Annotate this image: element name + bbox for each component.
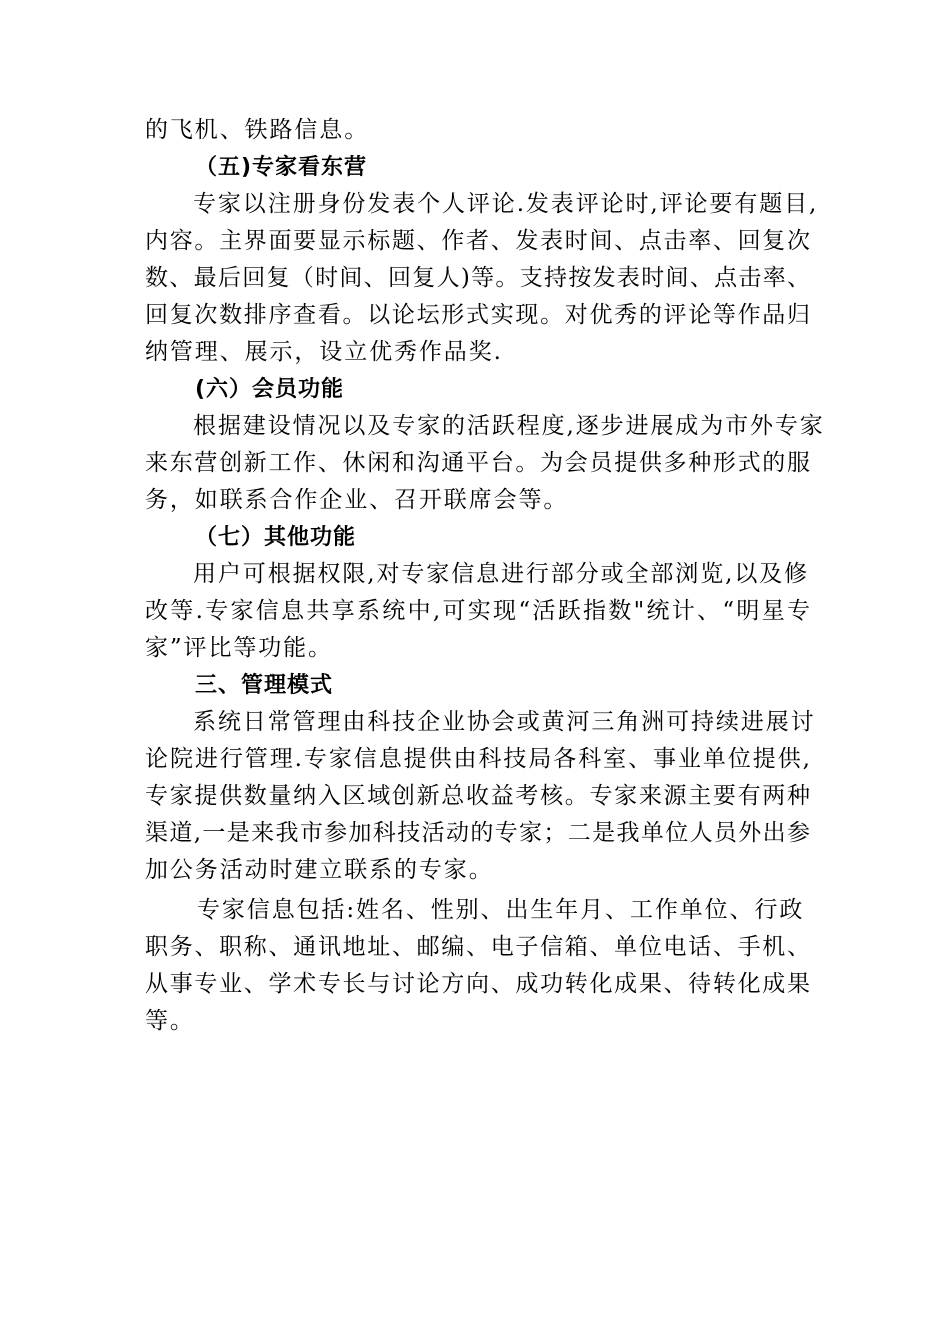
- paragraph-line: 纳管理、展示，设立优秀作品奖.: [145, 339, 503, 365]
- paragraph-line: 家”评比等功能。: [145, 635, 333, 661]
- paragraph-line: 改等.专家信息共享系统中,可实现“活跃指数"统计、“明星专: [145, 598, 810, 624]
- paragraph-line: 根据建设情况以及专家的活跃程度,逐步进展成为市外专家: [193, 413, 825, 439]
- paragraph-line: 论院进行管理.专家信息提供由科技局各科室、事业单位提供,: [145, 746, 810, 772]
- document-body: [145, 112, 825, 1040]
- section-heading-seven: （七）其他功能: [195, 525, 357, 550]
- paragraph-line: 用户可根据权限,对专家信息进行部分或全部浏览,以及修: [193, 561, 810, 587]
- paragraph-line: 从事专业、学术专长与讨论方向、成功转化成果、待转化成果: [145, 971, 810, 997]
- section-heading-five: （五)专家看东营: [195, 155, 368, 180]
- paragraph-line: 职务、职称、通讯地址、邮编、电子信箱、单位电话、手机、: [145, 934, 810, 960]
- paragraph-line: 专家信息包括:姓名、性别、出生年月、工作单位、行政: [197, 897, 805, 923]
- paragraph-line: 加公务活动时建立联系的专家。: [145, 857, 494, 883]
- paragraph-line: 系统日常管理由科技企业协会或黄河三角洲可持续进展讨: [193, 709, 816, 735]
- paragraph-line: 的飞机、铁路信息。: [145, 117, 370, 143]
- paragraph-line: 回复次数排序查看。以论坛形式实现。对优秀的评论等作品归: [145, 302, 810, 328]
- paragraph-line: 数、最后回复（时间、回复人)等。支持按发表时间、点击率、: [145, 265, 810, 291]
- paragraph-line: 内容。主界面要显示标题、作者、发表时间、点击率、回复次: [145, 228, 810, 254]
- paragraph-line: 专家提供数量纳入区域创新总收益考核。专家来源主要有两种: [145, 783, 810, 809]
- paragraph-line: 来东营创新工作、休闲和沟通平台。为会员提供多种形式的服: [145, 450, 810, 476]
- paragraph-line: 渠道,一是来我市参加科技活动的专家；二是我单位人员外出参: [145, 820, 810, 846]
- section-heading-management: 三、管理模式: [195, 673, 334, 698]
- paragraph-line: 专家以注册身份发表个人评论.发表评论时,评论要有题目,: [193, 191, 819, 217]
- section-heading-six: (六）会员功能: [195, 377, 345, 402]
- paragraph-line: 等。: [145, 1008, 195, 1034]
- paragraph-line: 务，如联系合作企业、召开联席会等。: [145, 487, 569, 513]
